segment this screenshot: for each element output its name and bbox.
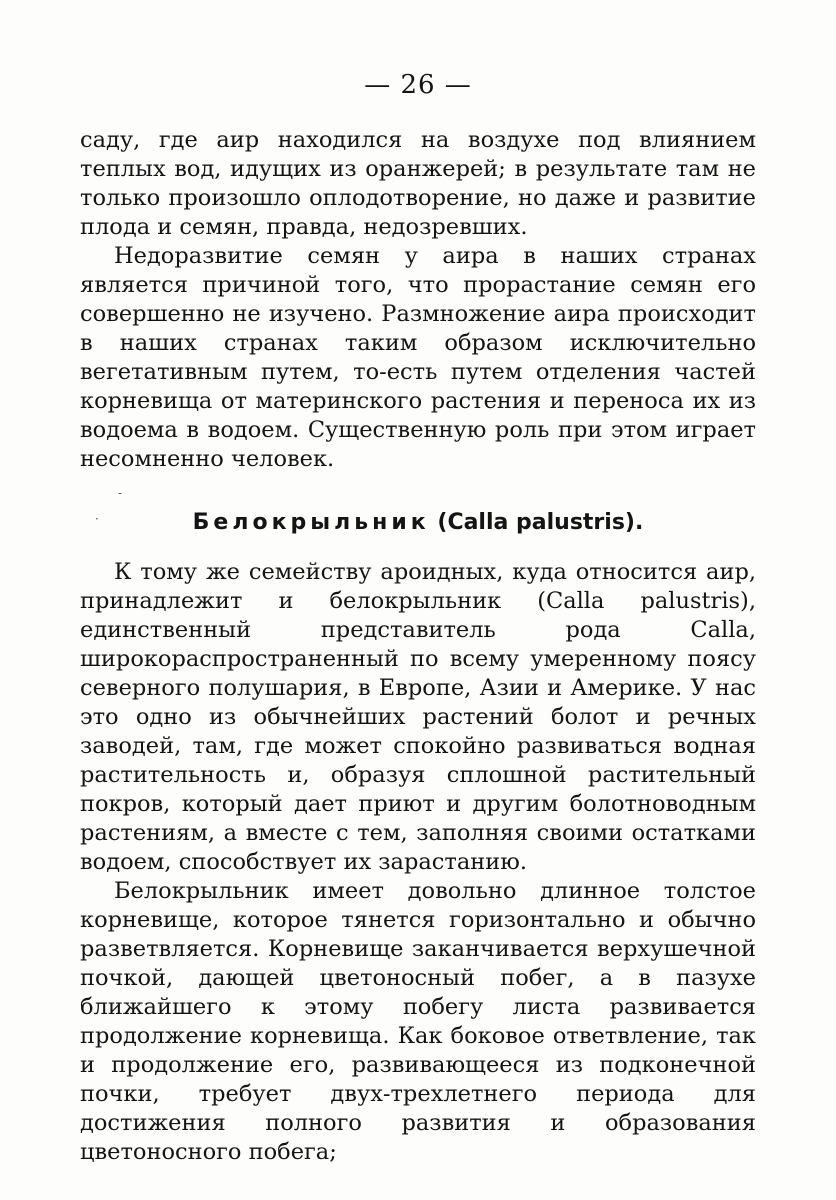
section-heading bbox=[80, 508, 756, 538]
text-column bbox=[80, 126, 756, 1167]
section-title-latin: (Calla palustris). bbox=[437, 510, 644, 535]
paragraph-calla-intro: К тому же семейству ароидных, куда относится аир, принадлежит и белокрыльник (Calla palustris), единственный представитель рода Calla, широкораспространенный по всему умеренному поясу северного полушария, в Европе, Азии и Америке. У нас это одно из обычнейших растений болот и речных заводей, там, где может спокойно развиваться водная растительность и, образуя сплошной растительный покров, который дает приют и другим болотноводным растениям, а вместе с тем, заполняя своими остатками водоем, способствует их зарастанию. bbox=[80, 559, 756, 875]
print-speck: · bbox=[95, 512, 99, 526]
page-number: — 26 — bbox=[364, 70, 472, 100]
paragraph-seed-development: Недоразвитие семян у аира в наших странах является причиной того, что прорастание семян его совершенно не изучено. Размножение аира происходит в наших странах таким образом исключительно вегетативным путем, то-есть путем отделения частей корневища от материнского растения и переноса их из водоема в водоем. Существенную роль при этом играет несомненно человек. bbox=[80, 243, 756, 472]
paragraph-continued: саду, где аир находился на воздухе под влиянием теплых вод, идущих из оранжерей; в результате там не только произошло оплодотворение, но даже и развитие плода и семян, правда, недозревших. bbox=[80, 127, 756, 240]
paragraph-calla-rhizome: Белокрыльник имеет довольно длинное толстое корневище, которое тянется горизонтально и обычно разветвляется. Корневище заканчивается верхушечной почкой, дающей цветоносный побег, а в пазухе ближайшего к этому побегу листа развивается продолжение корневища. Как боковое ответвление, так и продолжение его, развивающееся из подконечной почки, требует двух-трехлетнего периода для достижения полного развития и образования цветоносного побега; bbox=[80, 878, 756, 1165]
section-title: Белокрыльник bbox=[192, 510, 430, 535]
print-speck: - bbox=[118, 486, 123, 500]
